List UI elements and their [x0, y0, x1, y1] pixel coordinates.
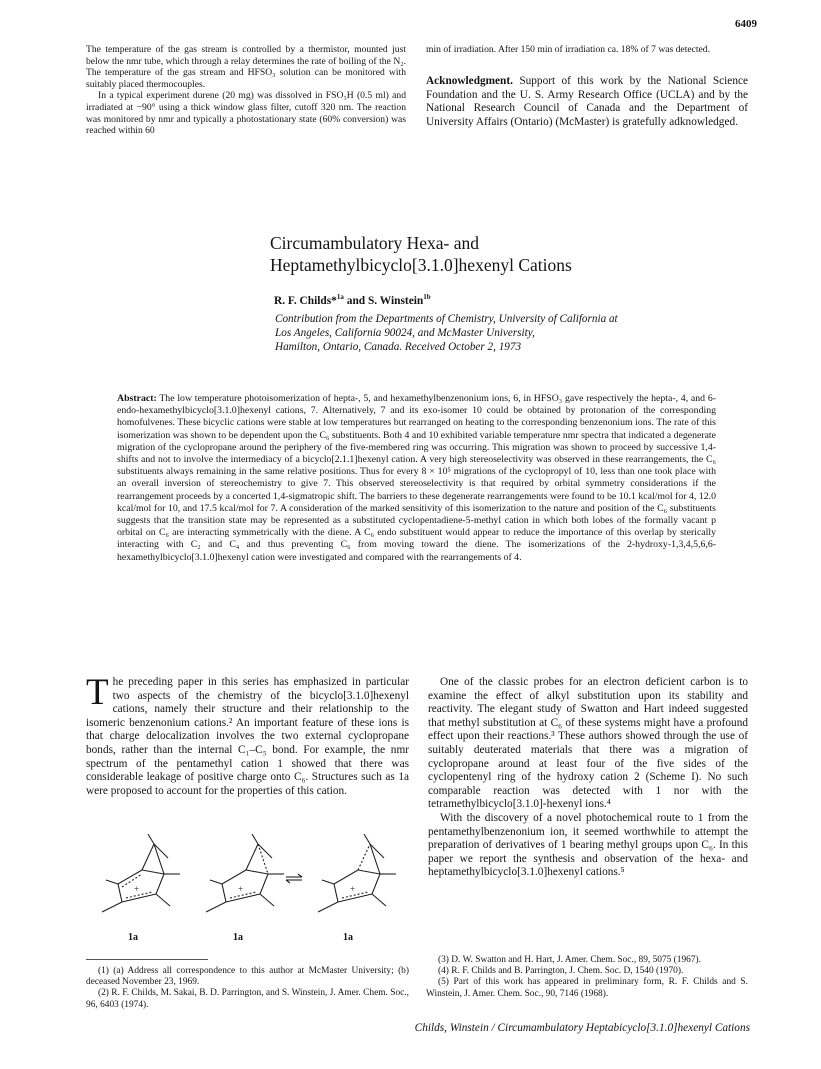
footnote-rule	[86, 959, 208, 960]
experimental-text-left	[86, 44, 406, 137]
paragraph: With the discovery of a novel photochemical route to 1 from the pentamethylbenzenonium ion, it seemed worthwhile to attempt the preparation of derivatives of 1 bearing methyl groups upon C₆. In this paper we report the synthesis and observation of the hexa- and heptamethylbicyclo[3.1.0]hexenyl cations.⁵	[428, 811, 748, 879]
acknowledgment-text: Support of this work by the National Science Foundation and the U. S. Army Research Office (UCLA) and by the National Research Council of Canada and the Department of University Affairs (Ontario) (McMaster) is gratefully adknowledged.	[426, 75, 748, 128]
footnote: (5) Part of this work has appeared in preliminary form, R. F. Childs and S. Winstein, J. Amer. Chem. Soc., 90, 7146 (1968).	[426, 977, 748, 999]
paragraph: One of the classic probes for an electron deficient carbon is to examine the effect of alkyl substitution upon its stability and reactivity. The elegant study of Swatton and Hart indeed suggested that methyl substitution at C₆ of these systems might have a profound effect upon their reactions.³ These authors showed through the use of suitably deuterated materials that there was a migration of cyclopropane around at least four of the five sides of the cyclopentenyl ring of the hydroxy cation 2 (Scheme I). No such comparable reaction was detected with 1 nor with the tetramethylbicyclo[3.1.0]-hexenyl ions.⁴	[428, 676, 748, 811]
affiliation-line: Contribution from the Departments of Chemistry, University of California at	[275, 313, 618, 325]
paragraph: In a typical experiment durene (20 mg) was dissolved in FSO₃H (0.5 ml) and irradiated at −90° using a thick window glass filter, cutoff 320 nm. The reaction was monitored by nmr and typically a photostationary state (60% conversion) was reached within 60	[86, 90, 406, 137]
experimental-text-right: min of irradiation. After 150 min of irradiation ca. 18% of 7 was detected.	[426, 44, 710, 55]
footnote: (3) D. W. Swatton and H. Hart, J. Amer. Chem. Soc., 89, 5075 (1967).	[438, 955, 701, 965]
structure-label: 1a	[233, 932, 243, 943]
abstract-text: The low temperature photoisomerization of hepta-, 5, and hexamethylbenzenonium ions, 6, in HFSO₃ gave respectively the hepta-, 4, and 6-endo-hexamethylbicyclo[3.1.0]hexenyl cations, 7. Alternatively, 7 and its exo-isomer 10 could be obtained by protonation of the corresponding homofulvenes. These bicyclic cations were stable at low temperatures but rearranged on heating to the corresponding benzenonium ions. The rate of this isomerization was shown to be dependent upon the C₆ substituents. Both 4 and 10 exhibited variable temperature nmr spectra that indicated a degenerate migration of the cyclopropane around the periphery of the five-membered ring was occurring. This migration was shown to proceed by successive 1,4-shifts and not to involve the intermediacy of a bicyclo[2.1.1]hexenyl cation. A very high stereoselectivity was observed in these rearrangements, the C₆ substituents always remaining in the same relative positions. Thus for every 8 × 10⁵ migrations of the cyclopropyl of 10, less than one took place with an overall inversion of stereochemistry to give 7. This observed stereoselectivity is that required by orbital symmetry considerations if the rearrangement proceeds by a concerted 1,4-sigmatropic shift. The barriers to these degenerate rearrangements were found to be 10.1 kcal/mol for 4, 12.0 kcal/mol for 10, and 17.5 kcal/mol for 7. A consideration of the marked sensitivity of this isomerization to the nature and position of the C₆ substituents suggests that the transition state may be represented as a substituted cyclopentadiene-5-methyl cation in which both lobes of the formally vacant p orbital on C₆ are interacting symmetrically with the diene. A C₆ endo substituent would appear to reduce the importance of this overlap by sterically interacting with C₂ and C₄ and thus preventing C₆ from moving toward the diene. The isomerizations of the 2-hydroxy-1,3,4,5,6,6-hexamethylbicyclo[3.1.0]hexenyl cation were investigated and compared with the rearrangements of 4.	[117, 393, 716, 563]
bicyclohexenyl-structures	[86, 832, 409, 944]
acknowledgment	[426, 75, 748, 129]
footnote: (4) R. F. Childs and B. Parrington, J. Chem. Soc. D, 1540 (1970).	[438, 966, 684, 977]
footnotes-right	[426, 955, 748, 1000]
structure-1a	[102, 834, 180, 912]
abstract-label: Abstract:	[117, 393, 157, 404]
author-footnote-mark: 1b	[423, 293, 431, 301]
running-footer: Childs, Winstein / Circumambulatory Heptabicyclo[3.1.0]hexenyl Cations	[414, 1022, 750, 1034]
svg-text:+: +	[350, 884, 356, 894]
footnotes-left	[86, 966, 409, 1011]
abstract	[117, 393, 716, 564]
affiliation-line: Los Angeles, California 90024, and McMaster University,	[275, 326, 535, 339]
structure-1a	[318, 834, 396, 912]
title-line: Circumambulatory Hexa- and	[270, 233, 479, 253]
body-column-left	[86, 672, 409, 798]
footnote: (2) R. F. Childs, M. Sakai, B. D. Parrington, and S. Winstein, J. Amer. Chem. Soc., 96, 6403 (1974).	[86, 988, 409, 1010]
author-name: R. F. Childs*	[274, 294, 337, 307]
structure-label: 1a	[343, 932, 353, 943]
acknowledgment-label: Acknowledgment.	[426, 75, 513, 87]
affiliation	[275, 313, 755, 354]
author-name: and S. Winstein	[346, 294, 424, 307]
title-line: Heptamethylbicyclo[3.1.0]hexenyl Cations	[270, 255, 572, 275]
svg-text:+: +	[134, 884, 140, 894]
structure-label: 1a	[128, 932, 138, 943]
structure-1a	[206, 834, 284, 912]
article-title	[270, 232, 690, 276]
equilibrium-arrow	[286, 874, 302, 883]
paragraph: he preceding paper in this series has emphasized in particular two aspects of the chemistry of the bicyclo[3.1.0]hexenyl cations, namely their structure and their relationship to the isomeric benzenonium cations.² An important feature of these ions is that charge delocalization involves the two external cyclopropane bonds, rather than the internal C₁–C₅ bond. For example, the nmr spectrum of the pentamethyl cation 1 showed that there was considerable leakage of positive charge onto C₆. Structures such as 1a were proposed to account for the properties of this cation.	[86, 676, 409, 797]
page-number: 6409	[735, 18, 757, 30]
affiliation-line: Hamilton, Ontario, Canada. Received October 2, 1973	[275, 340, 522, 353]
paragraph: The temperature of the gas stream is controlled by a thermistor, mounted just below the nmr tube, which through a relay determines the rate of boiling of the N₂. The temperature of the gas stream and HFSO₃ solution can be monitored with suitably placed thermocouples.	[86, 44, 406, 90]
footnote: (1) (a) Address all correspondence to this author at McMaster University; (b) deceased November 23, 1969.	[86, 966, 409, 988]
author-footnote-mark: 1a	[336, 293, 344, 301]
drop-cap: T	[86, 672, 109, 713]
structure-figure	[86, 832, 409, 944]
authors	[274, 293, 431, 307]
body-column-right	[428, 676, 748, 880]
svg-text:+: +	[238, 884, 244, 894]
